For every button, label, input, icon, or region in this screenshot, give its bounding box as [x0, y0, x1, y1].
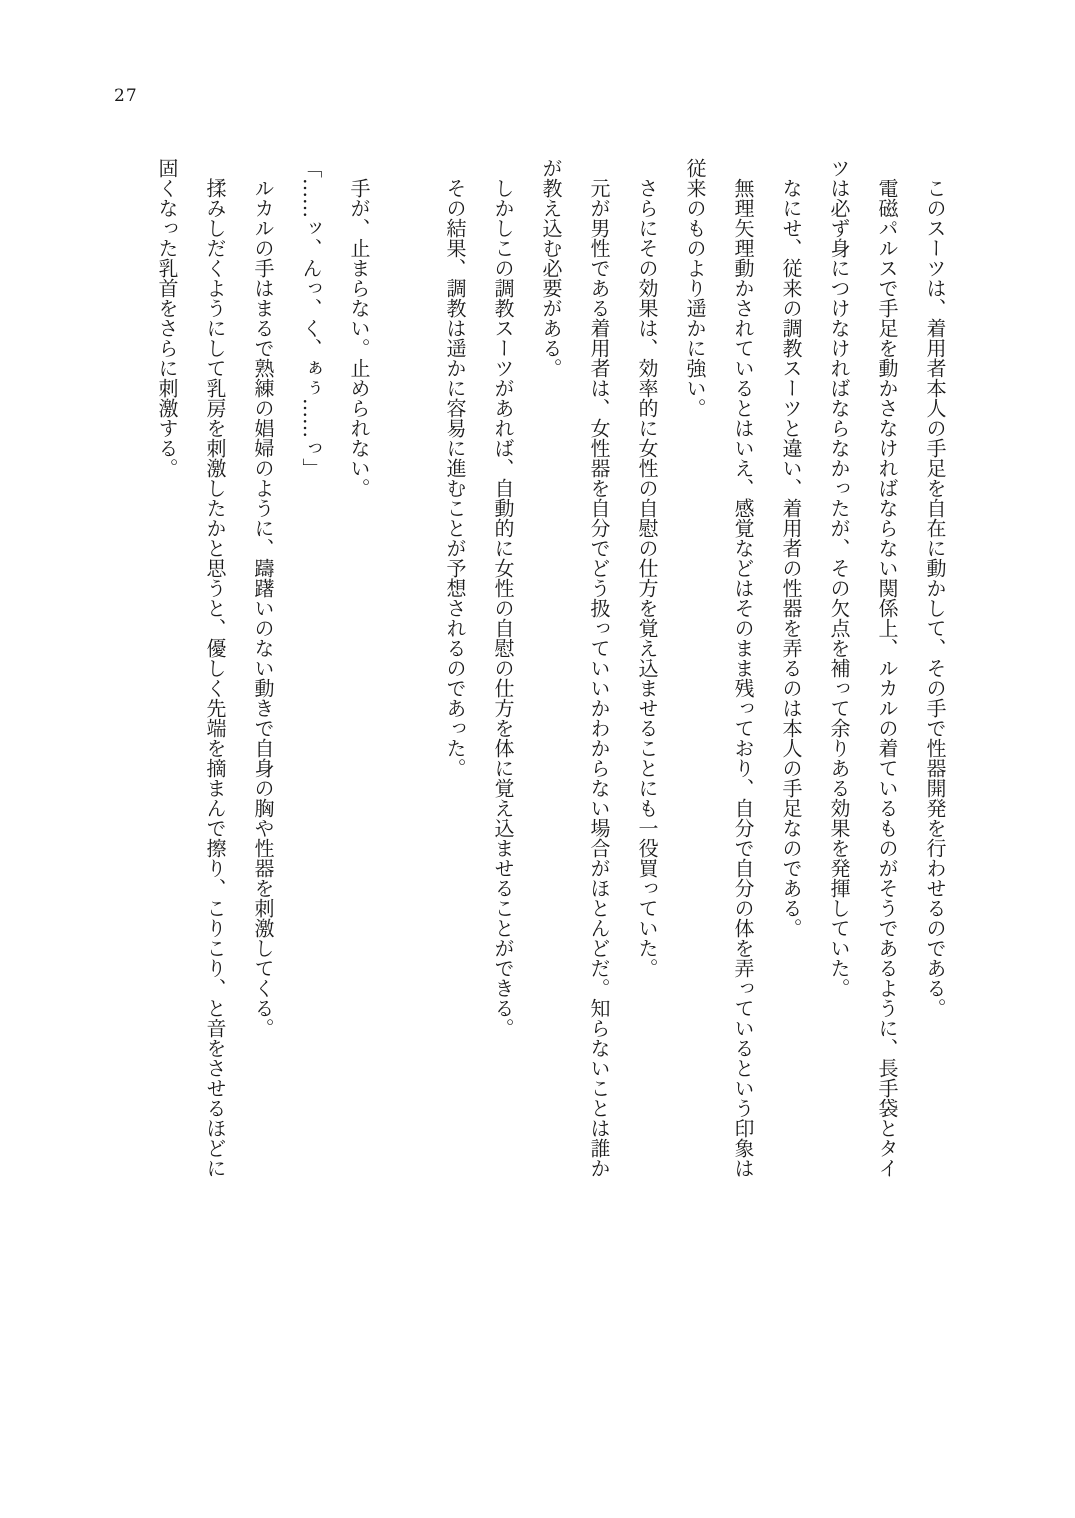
text-line: 手が、止まらない。止められない。 [347, 178, 371, 498]
text-line: しかしこの調教スーツがあれば、自動的に女性の自慰の仕方を体に覚え込ませることができる。 [491, 178, 515, 1038]
text-line: 揉みしだくようにして乳房を刺激したかと思うと、優しく先端を摘まんで擦り、こりこり、と音をさせるほどに [203, 178, 227, 1178]
vertical-text-block [143, 158, 959, 1190]
text-line: ツは必ず身につけなければならなかったが、その欠点を補って余りある効果を発揮していた。 [827, 158, 851, 998]
text-line: このスーツは、着用者本人の手足を自在に動かして、その手で性器開発を行わせるのである。 [923, 178, 947, 1018]
text-line: 「……ッ、んっ、く、ぁぅ……っ」 [299, 158, 323, 478]
text-line: 無理矢理動かされているとはいえ、感覚などはそのまま残っており、自分で自分の体を弄っているという印象は [731, 178, 755, 1178]
text-line: ルカルの手はまるで熟練の娼婦のように、躊躇いのない動きで自身の胸や性器を刺激してくる。 [251, 178, 275, 1038]
page-number: 27 [114, 86, 138, 106]
text-line: 電磁パルスで手足を動かさなければならない関係上、ルカルの着ているものがそうであるように、長手袋とタイ [875, 178, 899, 1178]
text-line: が教え込む必要がある。 [539, 158, 563, 378]
text-line: なにせ、従来の調教スーツと違い、着用者の性器を弄るのは本人の手足なのである。 [779, 178, 803, 938]
text-line: その結果、調教は遥かに容易に進むことが予想されるのであった。 [443, 178, 467, 778]
text-line: 固くなった乳首をさらに刺激する。 [155, 158, 179, 478]
text-line: 従来のものより遥かに強い。 [683, 158, 707, 418]
text-line: さらにその効果は、効率的に女性の自慰の仕方を覚え込ませることにも一役買っていた。 [635, 178, 659, 978]
blank-line [383, 158, 431, 1190]
text-line: 元が男性である着用者は、女性器を自分でどう扱っていいかわからない場合がほとんどだ。知らないことは誰か [587, 178, 611, 1178]
